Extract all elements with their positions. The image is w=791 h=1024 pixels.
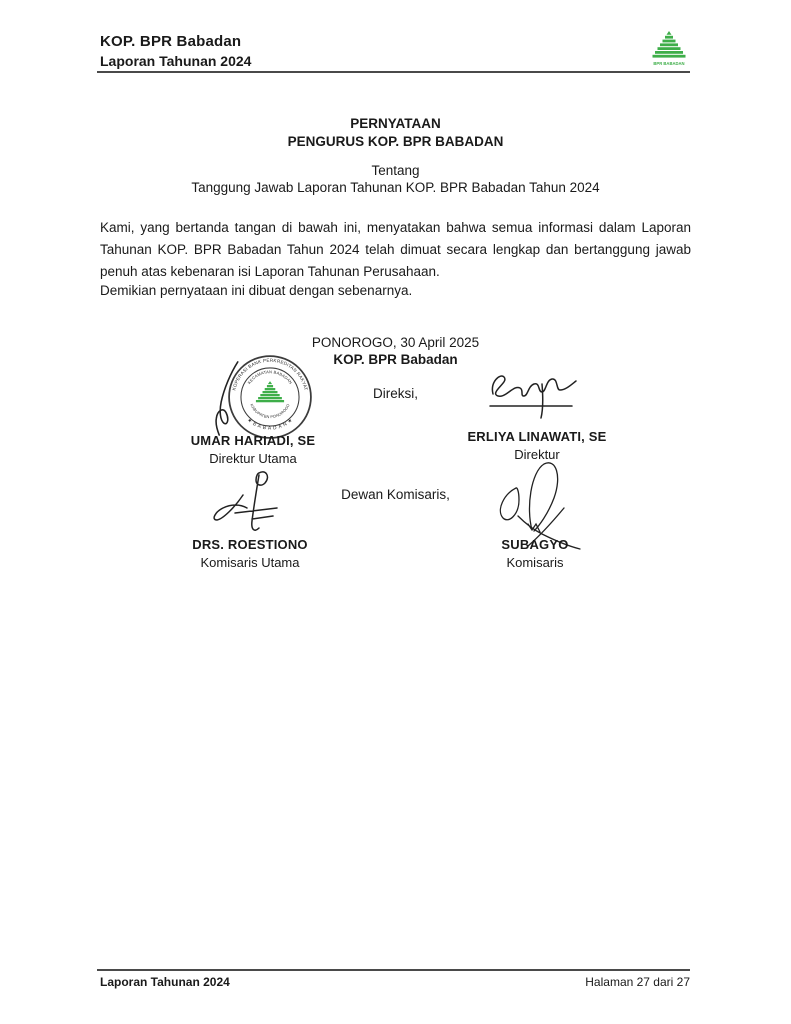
closing-sentence: Demikian pernyataan ini dibuat dengan sebenarnya. [100,283,413,298]
header-report-title: Laporan Tahunan 2024 [100,53,252,69]
footer-divider [97,969,690,971]
komisaris-label: Dewan Komisaris, [341,487,450,502]
footer-page-number: Halaman 27 dari 27 [585,975,690,989]
signer-title: Direktur [514,447,560,462]
signer-name: DRS. ROESTIONO [192,537,308,552]
stamp-pyramid-icon [256,381,284,402]
signer-title: Direktur Utama [209,451,297,466]
signer-name: ERLIYA LINAWATI, SE [467,429,607,444]
signer-block-subagyo [435,537,635,570]
stamp-inner-top-text: KECAMATAN BABADAN [246,369,294,385]
header-divider [97,71,690,73]
statement-subtitle: PENGURUS KOP. BPR BABADAN [287,134,504,149]
logo-text: BPR BABADAN [653,61,685,66]
signature-umar-hariadi [203,359,253,437]
signer-name: SUBAGYO [501,537,569,552]
signer-block-umar [153,433,353,466]
svg-text:KABUPATEN PONOROGO [249,403,290,419]
stamp-inner-bottom-text: KABUPATEN PONOROGO [249,402,291,420]
signer-block-roestiono [150,537,350,570]
svg-text:★ B A B A D A N ★ [246,417,294,431]
header-company-name: KOP. BPR Babadan [100,33,242,50]
signer-title: Komisaris [506,555,564,570]
signature-roestiono [207,467,297,542]
direksi-label: Direksi, [372,386,418,401]
subject-line: Tanggung Jawab Laporan Tahunan KOP. BPR Babadan Tahun 2024 [191,180,600,195]
statement-paragraph: Kami, yang bertanda tangan di bawah ini, menyatakan bahwa semua informasi dalam Laporan Tahunan KOP. BPR Babadan Tahun 2024 telah dimuat secara lengkap dan bertanggung jawab penuh atas kebenaran isi Laporan Tahunan Perusahaan. [100,220,691,279]
footer-report-title: Laporan Tahunan 2024 [100,975,230,989]
stamp-outer-top-text: KOPERASI BANK PERKREDITAN RAKYAT [231,357,309,392]
statement-title: PERNYATAAN [350,116,441,131]
stamp-outer-bottom-text: ★ B A B A D A N ★ [245,417,295,432]
signature-erliya-linawati [483,366,583,421]
about-label: Tentang [371,163,420,178]
signer-name: UMAR HARIADI, SE [190,433,316,448]
place-date: PONOROGO, 30 April 2025 [311,335,480,350]
signer-block-erliya [437,429,637,462]
company-logo-icon [648,29,690,73]
signer-title: Komisaris Utama [200,555,300,570]
signing-company: KOP. BPR Babadan [333,352,458,367]
